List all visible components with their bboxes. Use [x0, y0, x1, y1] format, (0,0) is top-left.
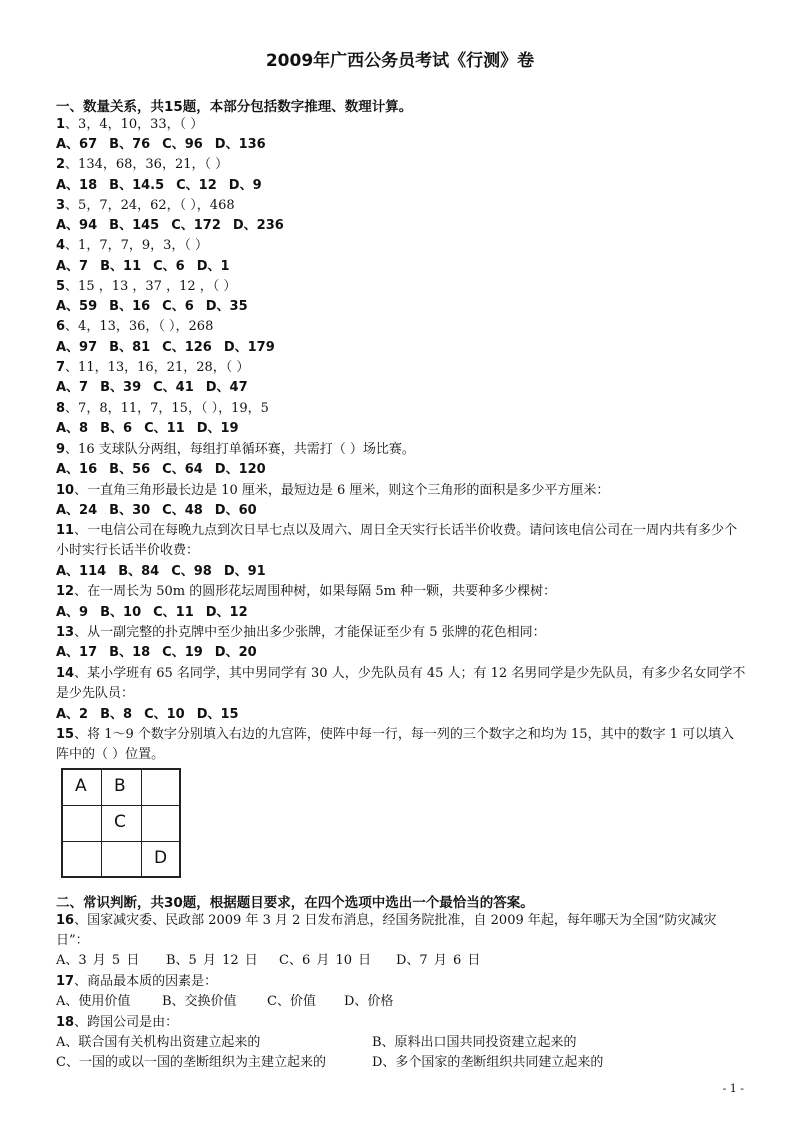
option: A、7 [56, 259, 89, 274]
question-number: 4 [56, 238, 66, 253]
question-text: 、1，7，7，9，3，（ ） [65, 238, 209, 253]
section-heading: 二、常识判断，共30题，根据题目要求，在四个选项中选出一个最恰当的答案。 [56, 895, 534, 911]
question-text: 、商品最本质的因素是： [74, 974, 218, 989]
question-text: 、从一副完整的扑克牌中至少抽出多少张牌，才能保证至少有 5 张牌的花色相同： [74, 625, 546, 640]
option: B、6 [100, 421, 133, 436]
option: D、236 [232, 218, 284, 233]
question-text: 、跨国公司是由： [74, 1015, 179, 1030]
option: C、一国的或以一国的垄断组织为主建立起来的 [56, 1055, 326, 1070]
option: C、48 [162, 503, 203, 518]
options-6 [56, 338, 287, 358]
option: C、19 [162, 645, 203, 660]
options-10 [56, 501, 269, 521]
option: C、172 [171, 218, 221, 233]
option: A、使用价值 [56, 994, 131, 1009]
option: C、96 [162, 137, 203, 152]
options-11 [56, 562, 278, 582]
option: D、多个国家的垄断组织共同建立起来的 [372, 1055, 604, 1070]
question-number: 5 [56, 279, 66, 294]
option: B、39 [100, 380, 142, 395]
option: C、12 [176, 178, 217, 193]
option: B、84 [118, 564, 160, 579]
question-4 [56, 236, 208, 256]
question-number: 14 [56, 666, 75, 681]
option: D、12 [205, 605, 248, 620]
options-1 [56, 135, 278, 155]
option: A、16 [56, 462, 98, 477]
question-number: 16 [56, 913, 75, 928]
option: D、120 [214, 462, 266, 477]
question-18 [56, 1013, 178, 1033]
option: D、47 [205, 380, 248, 395]
grid-cell-d: D [154, 848, 168, 868]
option: D、9 [228, 178, 262, 193]
question-13 [56, 623, 546, 643]
question-number: 8 [56, 401, 66, 416]
question-5 [56, 277, 236, 297]
option: D、20 [214, 645, 257, 660]
question-text: 、一电信公司在每晚九点到次日早七点以及周六、周日全天实行长话半价收费。请问该电信公司在一周内共有多少个小时实行长话半价收费： [56, 523, 738, 558]
option: D、19 [196, 421, 239, 436]
option: C、6 [162, 299, 194, 314]
option: A、94 [56, 218, 98, 233]
option: B、30 [109, 503, 151, 518]
option: B、145 [109, 218, 160, 233]
question-text: 、16 支球队分两组，每组打单循环赛，共需打（ ）场比赛。 [65, 442, 415, 457]
option: A、联合国有关机构出资建立起来的 [56, 1035, 261, 1050]
grid-cell-a: A [75, 776, 87, 796]
question-number: 15 [56, 727, 75, 742]
question-text: 、134，68，36，21，（ ） [65, 157, 229, 172]
question-number: 11 [56, 523, 75, 538]
option: B、原料出口国共同投资建立起来的 [372, 1035, 577, 1050]
option: B、11 [100, 259, 142, 274]
option: D、15 [196, 707, 239, 722]
option: C、126 [162, 340, 212, 355]
options-17 [56, 992, 393, 1012]
options-3 [56, 216, 296, 236]
question-text: 、5，7，24，62，（ ），468 [65, 198, 235, 213]
option: A、9 [56, 605, 89, 620]
question-14 [56, 664, 746, 704]
question-text: 、将 1～9 个数字分别填入右边的九宫阵，使阵中每一行，每一列的三个数字之和均为 15，其中的数字 1 可以填入阵中的（ ）位置。 [56, 727, 735, 762]
option: D、179 [223, 340, 275, 355]
question-7 [56, 358, 249, 378]
option: B、5 月 12 日 [166, 953, 258, 968]
question-number: 10 [56, 483, 75, 498]
option: A、24 [56, 503, 98, 518]
option: A、8 [56, 421, 89, 436]
question-number: 12 [56, 584, 75, 599]
option: A、3 月 5 日 [56, 953, 140, 968]
option: A、59 [56, 299, 98, 314]
option: D、价格 [344, 994, 394, 1009]
options-14 [56, 705, 251, 725]
option: C、98 [171, 564, 212, 579]
question-number: 2 [56, 157, 66, 172]
option: B、56 [109, 462, 151, 477]
question-10 [56, 481, 609, 501]
option: C、11 [153, 605, 194, 620]
option: A、114 [56, 564, 107, 579]
option: D、136 [214, 137, 266, 152]
option: C、6 月 10 日 [279, 953, 372, 968]
option: D、91 [223, 564, 266, 579]
option: B、16 [109, 299, 151, 314]
option: C、64 [162, 462, 203, 477]
question-1 [56, 115, 203, 135]
options-4 [56, 257, 242, 277]
question-number: 18 [56, 1015, 75, 1030]
question-text: 、11，13，16，21，28，（ ） [65, 360, 250, 375]
option: B、81 [109, 340, 151, 355]
page-number: - 1 - [722, 1082, 744, 1095]
question-text: 、国家减灾委、民政部 2009 年 3 月 2 日发布消息，经国务院批准，自 2009 年起，每年哪天为全国“防灾减灾日”： [56, 913, 717, 948]
option: B、8 [100, 707, 133, 722]
question-17 [56, 972, 217, 992]
option: C、11 [144, 421, 185, 436]
option: A、97 [56, 340, 98, 355]
question-16 [56, 911, 746, 951]
option: C、10 [144, 707, 185, 722]
options-12 [56, 603, 260, 623]
option: B、14.5 [109, 178, 165, 193]
question-text: 、4，13，36，（ ），268 [65, 319, 214, 334]
section-heading: 一、数量关系，共15题，本部分包括数字推理、数理计算。 [56, 99, 413, 115]
question-number: 13 [56, 625, 75, 640]
question-text: 、一直角三角形最长边是 10 厘米，最短边是 6 厘米，则这个三角形的面积是多少平方厘米： [74, 483, 610, 498]
question-text: 、15 ，13 ，37 ，12 ，（ ） [65, 279, 237, 294]
question-2 [56, 155, 228, 175]
option: A、18 [56, 178, 98, 193]
option: D、35 [205, 299, 248, 314]
question-15 [56, 725, 746, 765]
question-number: 6 [56, 319, 66, 334]
options-5 [56, 297, 260, 317]
question-number: 1 [56, 117, 66, 132]
option: B、10 [100, 605, 142, 620]
question-text: 、7，8，11，7，15，（ ），19，5 [65, 401, 269, 416]
option: C、6 [153, 259, 185, 274]
options-7 [56, 378, 260, 398]
question-number: 17 [56, 974, 75, 989]
question-6 [56, 317, 213, 337]
option: D、7 月 6 日 [396, 953, 481, 968]
question-text: 、某小学班有 65 名同学，其中男同学有 30 人，少先队员有 45 人；有 12 名男同学是少先队员，有多少名女同学不是少先队员： [56, 666, 746, 701]
options-16 [56, 951, 480, 971]
option: B、76 [109, 137, 151, 152]
grid-cell-c: C [114, 812, 126, 832]
question-text: 、3，4，10，33，（ ） [65, 117, 204, 132]
question-9 [56, 440, 415, 460]
question-11 [56, 521, 746, 561]
options-9 [56, 460, 278, 480]
question-number: 7 [56, 360, 66, 375]
nine-grid-figure [61, 768, 181, 878]
option: A、7 [56, 380, 89, 395]
option: D、60 [214, 503, 257, 518]
option: B、交换价值 [162, 994, 237, 1009]
option: D、1 [196, 259, 230, 274]
question-3 [56, 196, 235, 216]
option: C、41 [153, 380, 194, 395]
question-12 [56, 582, 556, 602]
question-8 [56, 399, 269, 419]
options-13 [56, 643, 269, 663]
question-number: 3 [56, 198, 66, 213]
option: A、2 [56, 707, 89, 722]
options-2 [56, 176, 274, 196]
option: B、18 [109, 645, 151, 660]
page-title: 2009年广西公务员考试《行测》卷 [265, 51, 535, 71]
options-8 [56, 419, 251, 439]
grid-cell-b: B [114, 776, 126, 796]
question-text: 、在一周长为 50m 的圆形花坛周围种树，如果每隔 5m 种一颗，共要种多少棵树： [74, 584, 557, 599]
question-number: 9 [56, 442, 66, 457]
option: A、67 [56, 137, 98, 152]
option: A、17 [56, 645, 98, 660]
option: C、价值 [267, 994, 316, 1009]
